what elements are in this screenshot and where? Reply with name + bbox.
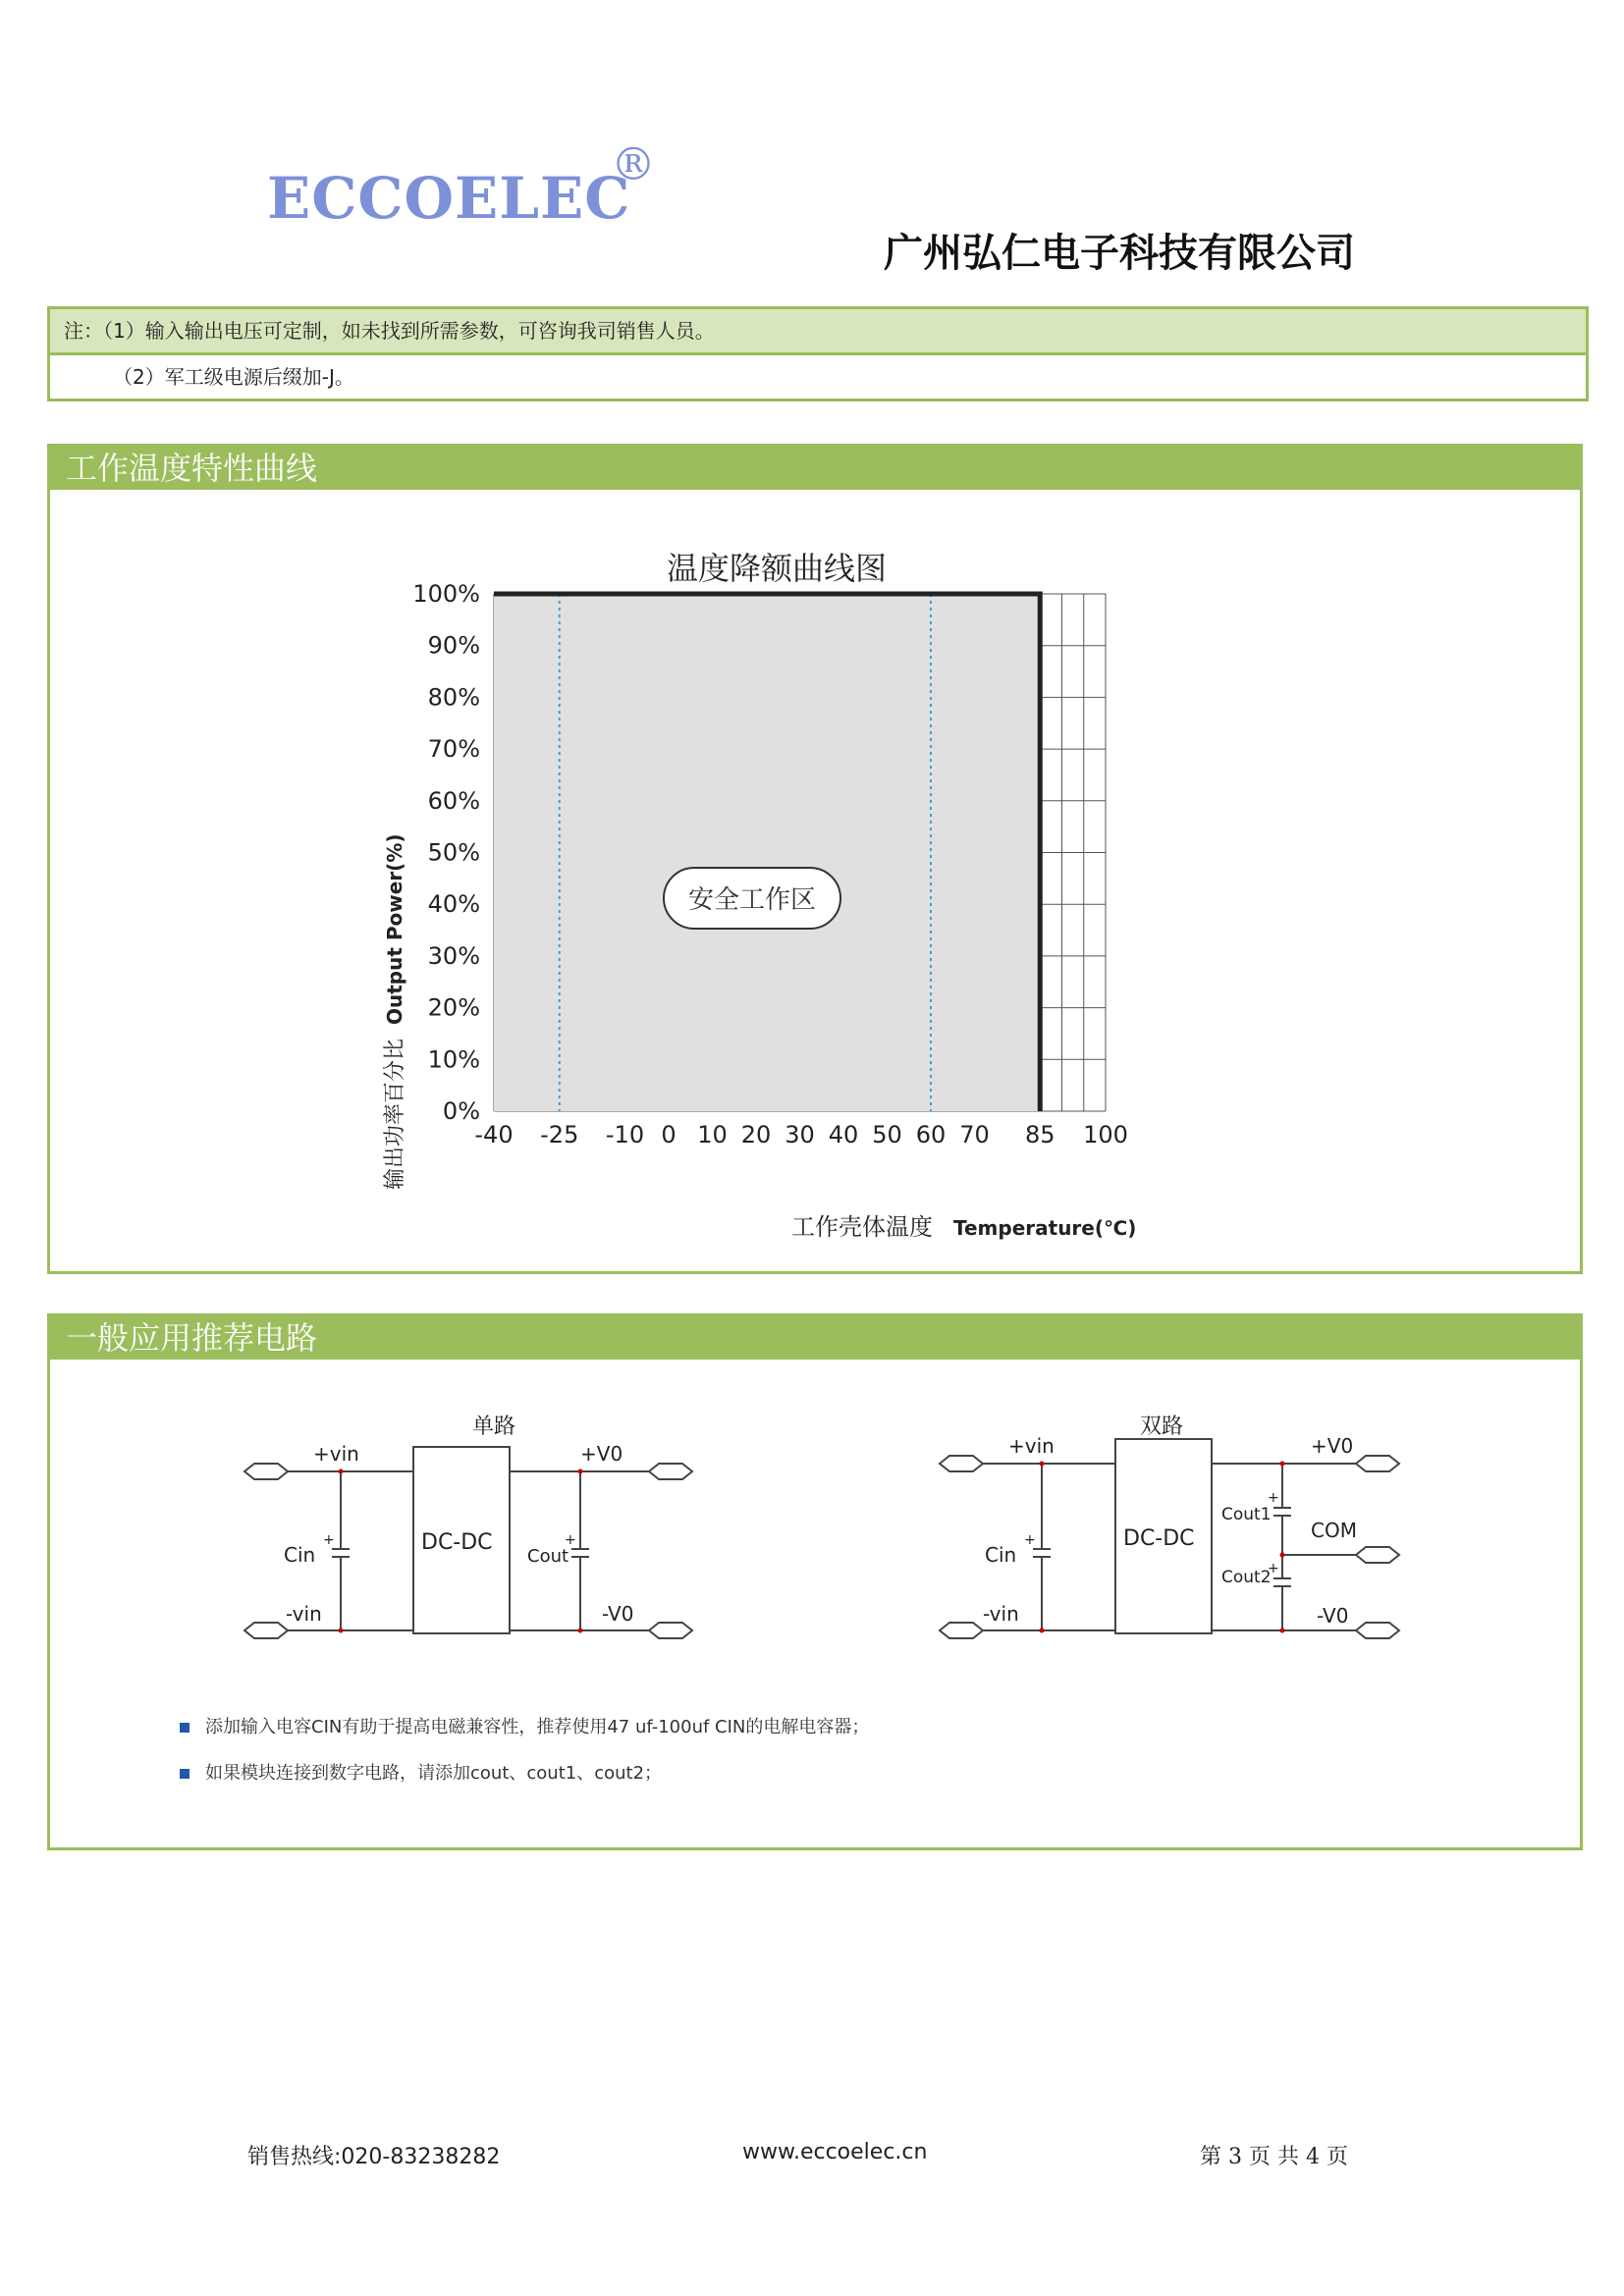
single-vin-neg-label: -vin [286,1602,322,1626]
y-tick-label: 20% [427,993,480,1022]
x-tick-label: -10 [605,1121,645,1148]
dual-title: 双路 [1140,1415,1184,1439]
single-vo-pos-label: +V0 [580,1442,623,1466]
single-title: 单路 [472,1415,516,1439]
x-tick-label: 40 [828,1121,859,1148]
terminal-vo-neg [649,1623,692,1638]
footer-website: www.eccoelec.cn [742,2140,928,2164]
x-tick-labels [474,1121,1128,1148]
x-tick-label: -40 [474,1121,514,1148]
dual-cout2-plus: + [1268,1561,1279,1576]
y-tick-label: 0% [442,1097,480,1125]
y-tick-label: 70% [427,735,480,764]
x-tick-label: 10 [697,1121,728,1148]
bullet-item-1 [180,1713,869,1738]
registered-mark: ® [611,137,656,190]
single-cout-label: Cout [527,1546,569,1567]
x-axis-label-en: Temperature(℃) [953,1216,1137,1240]
x-tick-label: 70 [959,1121,990,1148]
single-vin-pos-label: +vin [313,1442,359,1466]
footer-hotline: 销售热线:020-83238282 [247,2145,501,2169]
dual-terminal-vin-pos [940,1456,983,1471]
temperature-section [47,444,1583,1274]
dual-terminal-vo-pos [1356,1456,1399,1471]
derating-chart [50,493,1580,1274]
circuit-section [47,1313,1583,1850]
x-tick-label: -25 [540,1121,579,1148]
y-axis-label [383,833,407,1190]
dual-vin-pos-label: +vin [1008,1434,1055,1458]
dual-com-label: COM [1311,1519,1357,1542]
safe-area-fill [494,594,1040,1111]
x-axis-label-cn: 工作壳体温度 [791,1213,933,1241]
company-logo: ECCOELEC [267,165,631,232]
terminal-vin-neg [244,1623,288,1638]
bullet-text-2: 如果模块连接到数字电路，请添加cout、cout1、cout2； [205,1763,663,1784]
y-tick-labels [412,580,480,1125]
dual-terminal-vin-neg [940,1623,983,1638]
terminal-vo-pos [649,1464,692,1479]
dual-cout1-label: Cout1 [1221,1505,1272,1524]
dual-dcdc-label: DC-DC [1123,1526,1195,1551]
single-dcdc-label: DC-DC [421,1530,493,1555]
y-tick-label: 100% [412,580,480,608]
section-title-temperature: 工作温度特性曲线 [50,447,1580,490]
x-tick-label: 60 [915,1121,947,1148]
dual-cin-label: Cin [985,1543,1017,1567]
single-cin-label: Cin [284,1543,316,1567]
dual-vin-neg-label: -vin [983,1602,1019,1626]
y-axis-label-cn: 输出功率百分比 [383,1038,407,1190]
bullet-square-icon [180,1723,189,1733]
dual-cout1-plus: + [1268,1490,1279,1506]
chart-title: 温度降额曲线图 [666,550,888,587]
dual-vo-neg-label: -V0 [1317,1604,1349,1628]
single-cin-plus: + [323,1532,335,1548]
x-tick-label: 100 [1083,1121,1128,1148]
y-tick-label: 10% [427,1045,480,1074]
x-tick-label: 0 [661,1121,677,1148]
y-tick-label: 30% [427,941,480,970]
section-title-circuit: 一般应用推荐电路 [50,1316,1580,1360]
y-tick-label: 90% [427,631,480,660]
y-tick-label: 50% [427,838,480,867]
circuit-diagrams [50,1362,1580,1677]
dual-cin-plus: + [1024,1532,1036,1548]
x-tick-label: 50 [872,1121,902,1148]
y-tick-label: 40% [427,890,480,919]
single-cout-plus: + [565,1532,576,1548]
x-tick-label: 20 [740,1121,772,1148]
bullet-square-icon [180,1769,189,1779]
y-tick-label: 60% [427,786,480,815]
notes-box [47,306,1589,401]
x-tick-label: 30 [785,1121,815,1148]
dual-terminal-com [1356,1547,1399,1563]
annotation-text: 安全工作区 [687,885,817,915]
terminal-vin-pos [244,1464,288,1479]
safe-zone-annotation [664,868,840,929]
note-line-2: （2）军工级电源后缀加-J。 [113,365,354,389]
y-axis-label-en: Output Power(%) [383,833,406,1025]
bullet-text-1: 添加输入电容CIN有助于提高电磁兼容性，推荐使用47 uf-100uf CIN的电解电容器； [205,1717,870,1737]
bullet-item-2 [180,1759,662,1785]
y-tick-label: 80% [427,683,480,712]
single-vo-neg-label: -V0 [602,1602,634,1626]
note-line-1: 注：（1）输入输出电压可定制，如未找到所需参数，可咨询我司销售人员。 [50,309,1586,355]
company-name: 广州弘仁电子科技有限公司 [884,231,1355,276]
dual-terminal-vo-neg [1356,1623,1399,1638]
x-tick-label: 85 [1024,1121,1056,1148]
dual-vo-pos-label: +V0 [1311,1434,1354,1458]
footer-page-number: 第 3 页 共 4 页 [1200,2145,1348,2169]
dual-cout2-label: Cout2 [1221,1568,1272,1587]
